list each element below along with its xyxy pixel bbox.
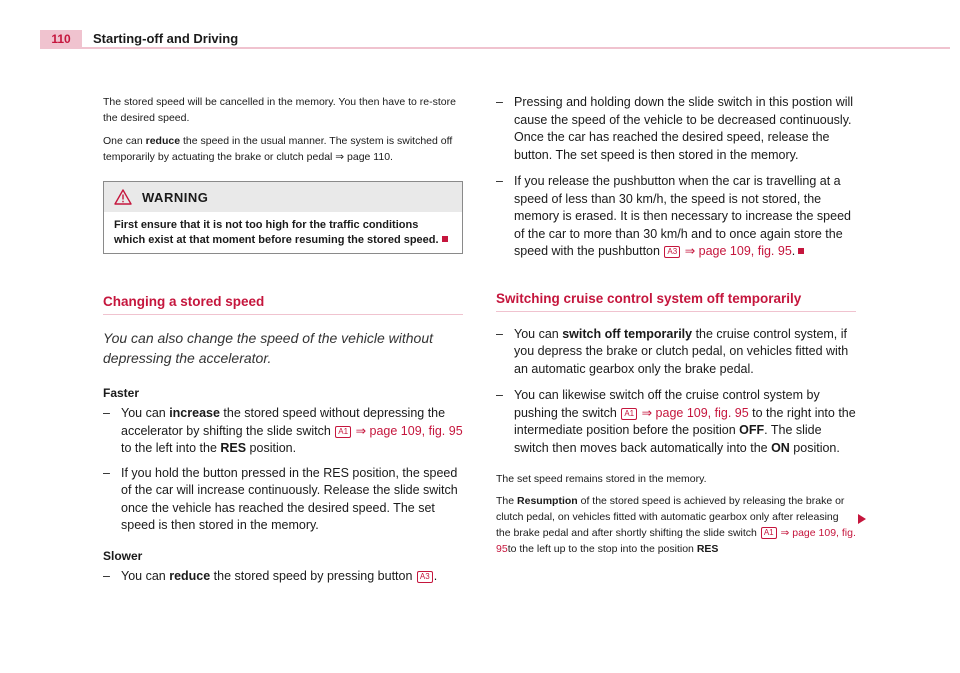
a3-badge-icon: A3 xyxy=(417,571,433,583)
text: First ensure that it is not too high for the traffic conditions which exist at that moment before resuming the stored speed. xyxy=(114,219,439,246)
text: position. xyxy=(789,440,840,455)
end-marker-icon xyxy=(798,248,804,254)
page-header xyxy=(40,30,950,50)
page-reference[interactable]: ⇒ page 109, fig. 95 xyxy=(684,244,792,258)
dash-bullet: – xyxy=(496,326,503,341)
text: . xyxy=(791,244,796,258)
page-reference[interactable]: ⇒ page 109, fig. 95 xyxy=(641,405,749,420)
list-item xyxy=(496,173,856,261)
list-item xyxy=(103,465,463,535)
bold-text: Resumption xyxy=(517,495,578,507)
warning-box xyxy=(103,181,463,254)
text: to the right into the intermediate position before the position xyxy=(514,405,856,437)
dash-bullet: – xyxy=(496,174,503,188)
text: the stored speed without depressing the accelerator by shifting the slide switch xyxy=(121,406,446,438)
heading-switching-off: Switching cruise control system off temporarily xyxy=(496,290,802,306)
heading-divider xyxy=(103,314,463,315)
page-number: 110 xyxy=(40,30,82,49)
subheading-slower: Slower xyxy=(103,548,143,563)
header-divider xyxy=(40,47,950,49)
section-title: Starting-off and Driving xyxy=(93,31,239,46)
text: If you release the pushbutton when the car is travelling at a speed of less than 30 km/h, the speed is not stored, the memory is erased. It is then necessary to increase the speed of the car to more than 30 km/h and to once again store the speed with the pushbutton xyxy=(514,174,851,258)
a1-badge-icon: A1 xyxy=(621,408,637,420)
heading-divider xyxy=(496,311,856,312)
page-reference[interactable]: ⇒ page 109, fig. 95 xyxy=(355,423,463,438)
list-item xyxy=(496,94,856,164)
subheading-faster: Faster xyxy=(103,386,140,400)
bold-text: reduce xyxy=(145,135,181,147)
text: of the stored speed is achieved by releasing the brake or clutch pedal, on vehicles fitted with automatic gearbox only after releasing the brake pedal and after shortly shifting the slide switch xyxy=(496,495,845,539)
text: to the left into the xyxy=(121,441,221,455)
bold-text: ON xyxy=(771,440,790,455)
bold-text: switch off temporarily xyxy=(562,326,693,341)
bold-text: reduce xyxy=(169,568,211,583)
paragraph-cancelled: The stored speed will be cancelled in the memory. You then have to re-store the desired speed. xyxy=(103,96,456,124)
dash-bullet: – xyxy=(103,406,110,420)
text: the cruise control system, if you depress the brake or clutch pedal, on vehicles fitted with an automatic gearbox only the brake pedal. xyxy=(514,326,849,376)
dash-bullet: – xyxy=(103,465,110,480)
a3-badge-icon: A3 xyxy=(664,246,680,258)
end-marker-icon xyxy=(442,236,448,242)
text: You can likewise switch off the cruise control system by pushing the switch xyxy=(514,388,820,420)
intro-text: You can also change the speed of the vehicle without depressing the accelerator. xyxy=(103,330,434,366)
dash-bullet: – xyxy=(496,95,503,109)
text: You can xyxy=(514,326,563,341)
dash-bullet: – xyxy=(496,388,503,402)
list-item xyxy=(496,387,856,457)
bold-text: RES xyxy=(696,543,719,555)
text: the stored speed by pressing button xyxy=(210,568,416,583)
list-item xyxy=(103,405,463,458)
a1-badge-icon: A1 xyxy=(335,426,351,438)
right-column xyxy=(496,94,856,557)
bold-text: RES xyxy=(220,441,247,455)
text: One can xyxy=(103,135,146,147)
paragraph-reduce xyxy=(103,133,463,165)
list-item xyxy=(496,326,856,379)
next-page-arrow-icon[interactable] xyxy=(857,513,867,525)
text: Pressing and holding down the slide switch in this postion will cause the speed of the vehicle to be decreased continuously. Once the car has reached the desired speed, release the button. The set speed is then stored in the memory. xyxy=(514,95,854,162)
text: . The slide switch then moves back automatically into the xyxy=(514,423,822,455)
bold-text: OFF xyxy=(739,423,765,437)
dash-bullet: – xyxy=(103,568,110,583)
page-reference[interactable]: ⇒ page 109, fig. 95 xyxy=(496,527,856,555)
bold-text: increase xyxy=(169,406,220,420)
text: The xyxy=(496,495,518,507)
text: You can xyxy=(121,406,170,420)
warning-triangle-icon xyxy=(114,189,132,205)
text: If you hold the button pressed in the RES position, the speed of the car will increase continuously. Release the slide switch once the vehicle has reached the desired speed. The set speed is then stored in the memory. xyxy=(121,465,458,532)
warning-title: WARNING xyxy=(142,189,209,205)
warning-header xyxy=(104,182,462,212)
text: You can xyxy=(121,568,170,583)
text: to the left up to the stop into the position xyxy=(507,543,697,555)
text: . xyxy=(433,568,438,583)
heading-changing-speed: Changing a stored speed xyxy=(103,294,265,309)
note-stored: The set speed remains stored in the memory. xyxy=(496,473,707,485)
a1-badge-icon: A1 xyxy=(761,527,777,539)
warning-text xyxy=(104,212,462,253)
page-reference[interactable]: ⇒ page 110. xyxy=(335,151,393,163)
text: position. xyxy=(246,441,297,455)
left-column xyxy=(103,94,463,585)
note-resumption xyxy=(496,493,856,557)
text: the speed in the usual manner. The system is switched off temporarily by actuating the brake or clutch pedal xyxy=(103,135,453,163)
list-item xyxy=(103,568,463,586)
